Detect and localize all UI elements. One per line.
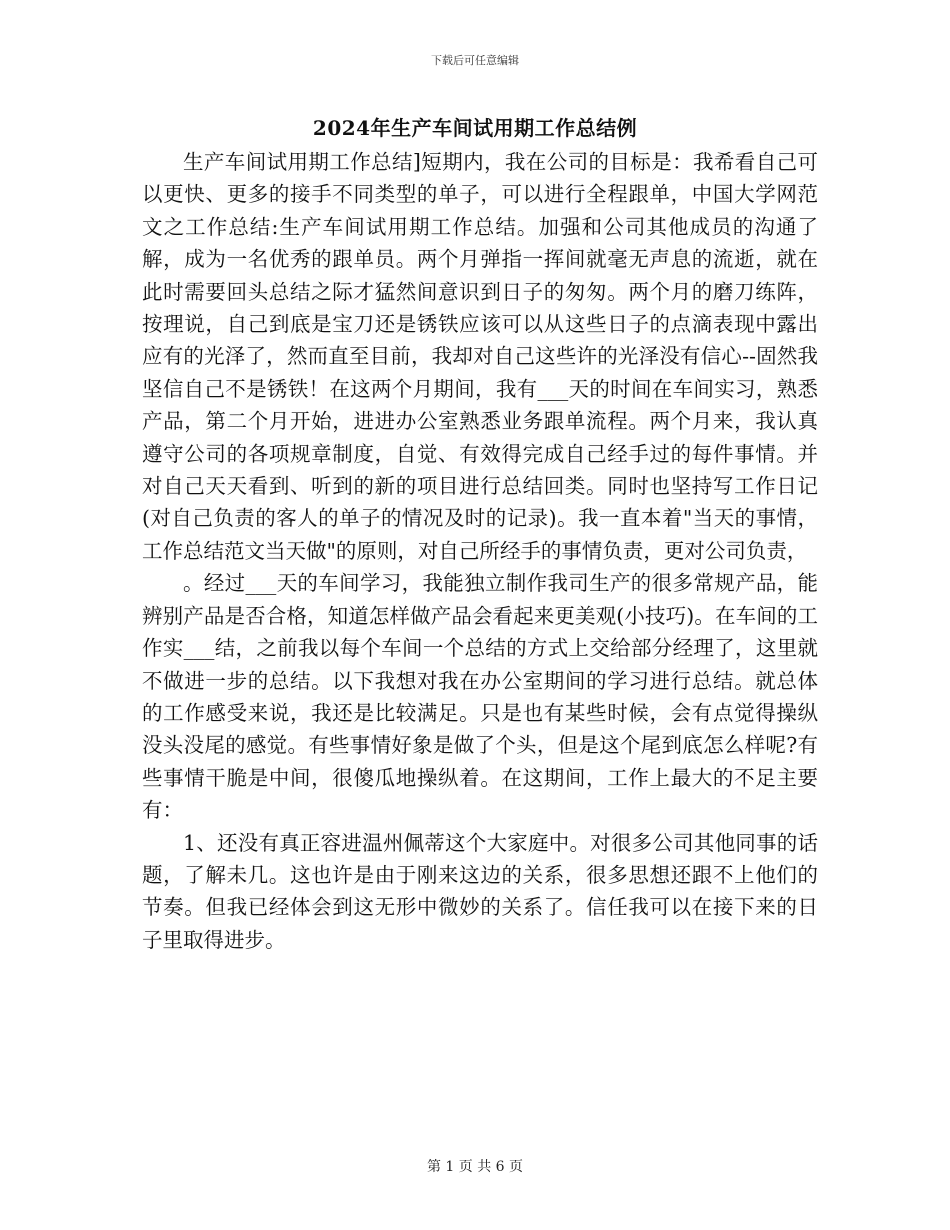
page-number-footer: 第 1 页 共 6 页 [426, 1159, 524, 1175]
paragraph: 。经过___天的车间学习，我能独立制作我司生产的很多常规产品，能辨别产品是否合格，知道怎样做产品会看起来更美观(小技巧)。在车间的工作实___结，之前我以每个车间一个总结的方式上交给部分经理了，这里就不做进一步的总结。以下我想对我在办公室期间的学习进行总结。就总体的工作感受来说，我还是比较满足。只是也有某些时候，会有点觉得操纵没头没尾的感觉。有些事情好象是做了个头，但是这个尾到底怎么样呢?有些事情干脆是中间，很傻瓜地操纵着。在这期间，工作上最大的不足主要有： [142, 571, 818, 823]
document-title: 2024年生产车间试用期工作总结例 [312, 116, 638, 140]
paragraph: 生产车间试用期工作总结]短期内，我在公司的目标是：我希看自己可以更快、更多的接手不同类型的单子，可以进行全程跟单，中国大学网范文之工作总结:生产车间试用期工作总结。加强和公司其他成员的沟通了解，成为一名优秀的跟单员。两个月弹指一挥间就毫无声息的流逝，就在此时需要回头总结之际才猛然间意识到日子的匆匆。两个月的磨刀练阵，按理说，自己到底是宝刀还是锈铁应该可以从这些日子的点滴表现中露出应有的光泽了，然而直至目前，我却对自己这些许的光泽没有信心--固然我坚信自己不是锈铁！在这两个月期间，我有___天的时间在车间实习，熟悉产品，第二个月开始，进进办公室熟悉业务跟单流程。两个月来，我认真遵守公司的各项规章制度，自觉、有效得完成自己经手过的每件事情。并对自己天天看到、听到的新的项目进行总结回类。同时也坚持写工作日记(对自己负责的客人的单子的情况及时的记录)。我一直本着"当天的事情，工作总结范文当天做"的原则，对自己所经手的事情负责，更对公司负责， [142, 150, 818, 563]
page-header-note: 下载后可任意编辑 [431, 54, 519, 67]
document-body [142, 146, 818, 956]
paragraph: 1、还没有真正容进温州佩蒂这个大家庭中。对很多公司其他同事的话题，了解未几。这也许是由于刚来这边的关系，很多思想还跟不上他们的节奏。但我已经体会到这无形中微妙的关系了。信任我可以在接下来的日子里取得进步。 [142, 830, 818, 952]
